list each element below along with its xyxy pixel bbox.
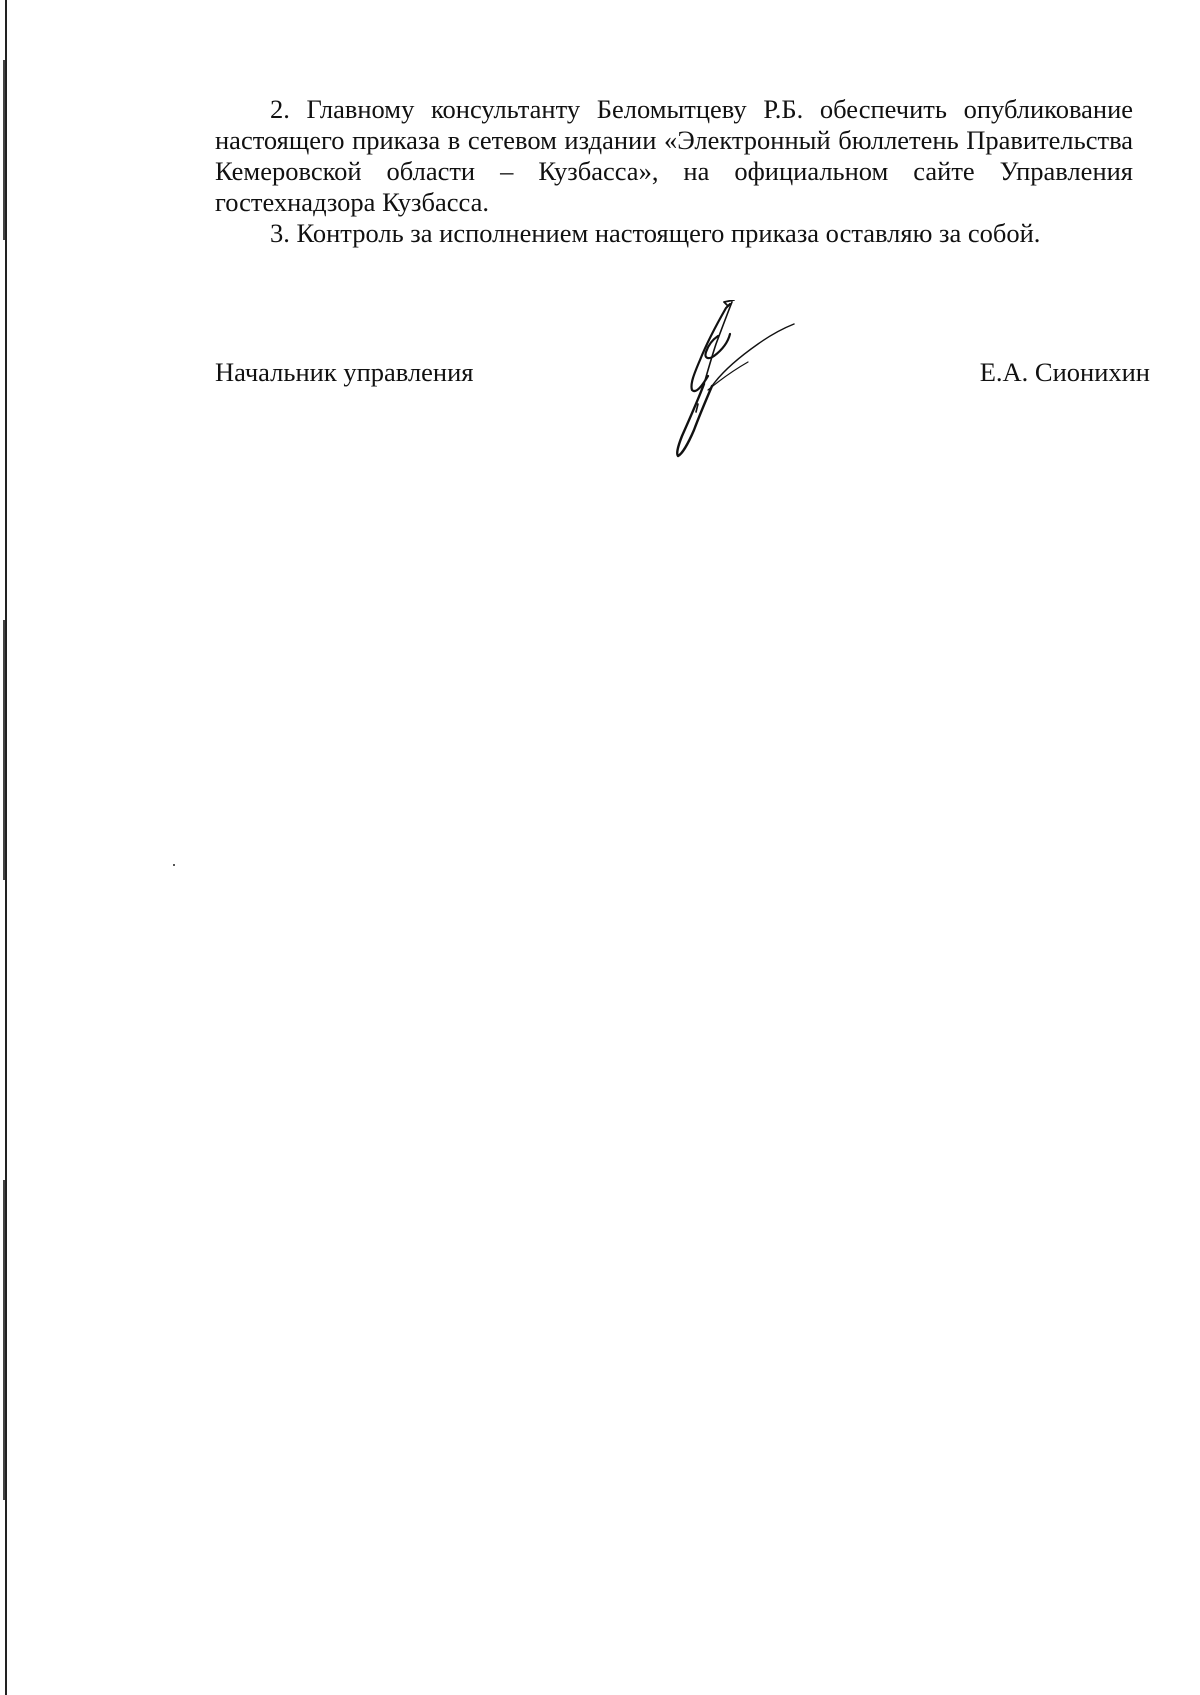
scan-speck: [173, 864, 175, 866]
paragraph-2-line-1: 2. Главному консультанту Беломытцеву Р.Б. обеспечить: [270, 94, 947, 124]
paragraph-2: [215, 94, 1133, 218]
paragraph-2-line-4: официальном сайте Управления гостехнадзора Кузбасса.: [215, 156, 1133, 217]
handwritten-signature-icon: [668, 300, 798, 460]
scan-edge-fragment: [3, 1180, 5, 1500]
paragraph-2-line-2: опубликование настоящего приказа в сетевом издании «Электронный: [215, 94, 1134, 155]
signer-name: Е.А. Сионихин: [979, 357, 1150, 387]
scan-edge-fragment: [3, 60, 5, 240]
paragraph-2-line-3: бюллетень Правительства Кемеровской области – Кузбасса», на: [215, 125, 1133, 186]
document-body: [215, 94, 1133, 249]
scan-left-edge: [5, 0, 7, 1695]
scan-edge-fragment: [3, 620, 5, 880]
signer-position: Начальник управления: [215, 357, 474, 387]
paragraph-3: 3. Контроль за исполнением настоящего приказа оставляю за собой.: [270, 218, 1041, 248]
